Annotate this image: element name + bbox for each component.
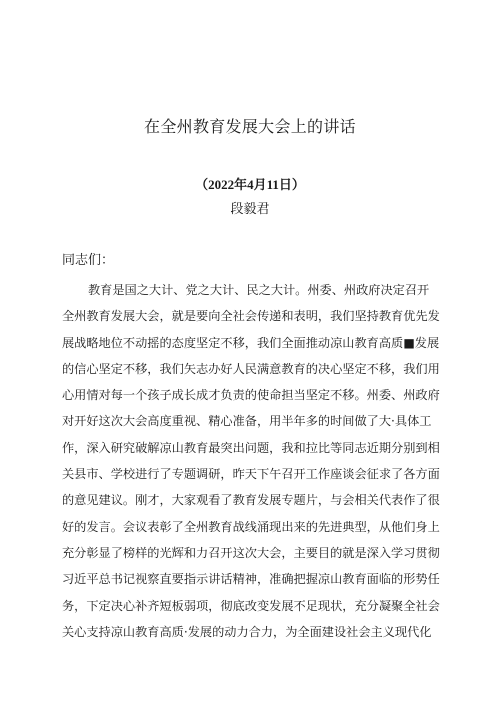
body-line: 的意见建议。刚才，大家观看了教育发展专题片，与会相关代表作了很	[62, 493, 440, 508]
document-title: 在全州教育发展大会上的讲话	[144, 117, 356, 136]
body-line: 作，深入研究破解凉山教育最突出问题，我和拉比等同志近期分别到相	[62, 440, 440, 455]
body-line: 充分彰显了榜样的光辉和力召开这次大会，主要目的就是深入学习贯彻	[62, 545, 440, 560]
speech-date: （2022年4月11日）	[195, 177, 305, 192]
body-line: 习近平总书记视察直要指示讲话精神，准确把握凉山教育面临的形势任	[62, 572, 440, 587]
body-line: 对开好这次大会高度重视、精心准备，用半年多的时间做了大·具体工	[62, 414, 432, 429]
body-line: 好的发言。会议表彰了全州教育战线涌现出来的先进典型，从他们身上	[62, 519, 440, 534]
body-line: 关县市、学校进行了专题调研，昨天下午召开工作座谈会征求了各方面	[62, 467, 440, 482]
body-text	[62, 277, 442, 645]
body-line: 务，下定决心补齐短板弱项，彻底改变发展不足现状，充分凝聚全社会	[62, 598, 440, 613]
body-line: 关心支持凉山教育高质·发展的动力合力，为全面建设社会主义现代化	[62, 624, 432, 639]
body-line: 心用情对每一个孩子成长成才负责的使命担当坚定不移。州委、州政府	[62, 388, 440, 403]
body-line: 的信心坚定不移，我们矢志办好人民满意教育的决心坚定不移，我们用	[62, 361, 440, 376]
author-name: 段毅君	[230, 202, 270, 217]
body-line: 展战略地位不动摇的态度坚定不移，我们全面推动凉山教育高质■发展	[62, 335, 440, 350]
body-line: 全州教育发展大会，就是要向全社会传递和表明，我们坚持教育优先发	[62, 309, 440, 324]
salutation: 同志们：	[62, 253, 115, 268]
body-line: 教育是国之大计、党之大计、民之大计。州委、州政府决定召开	[88, 283, 430, 297]
